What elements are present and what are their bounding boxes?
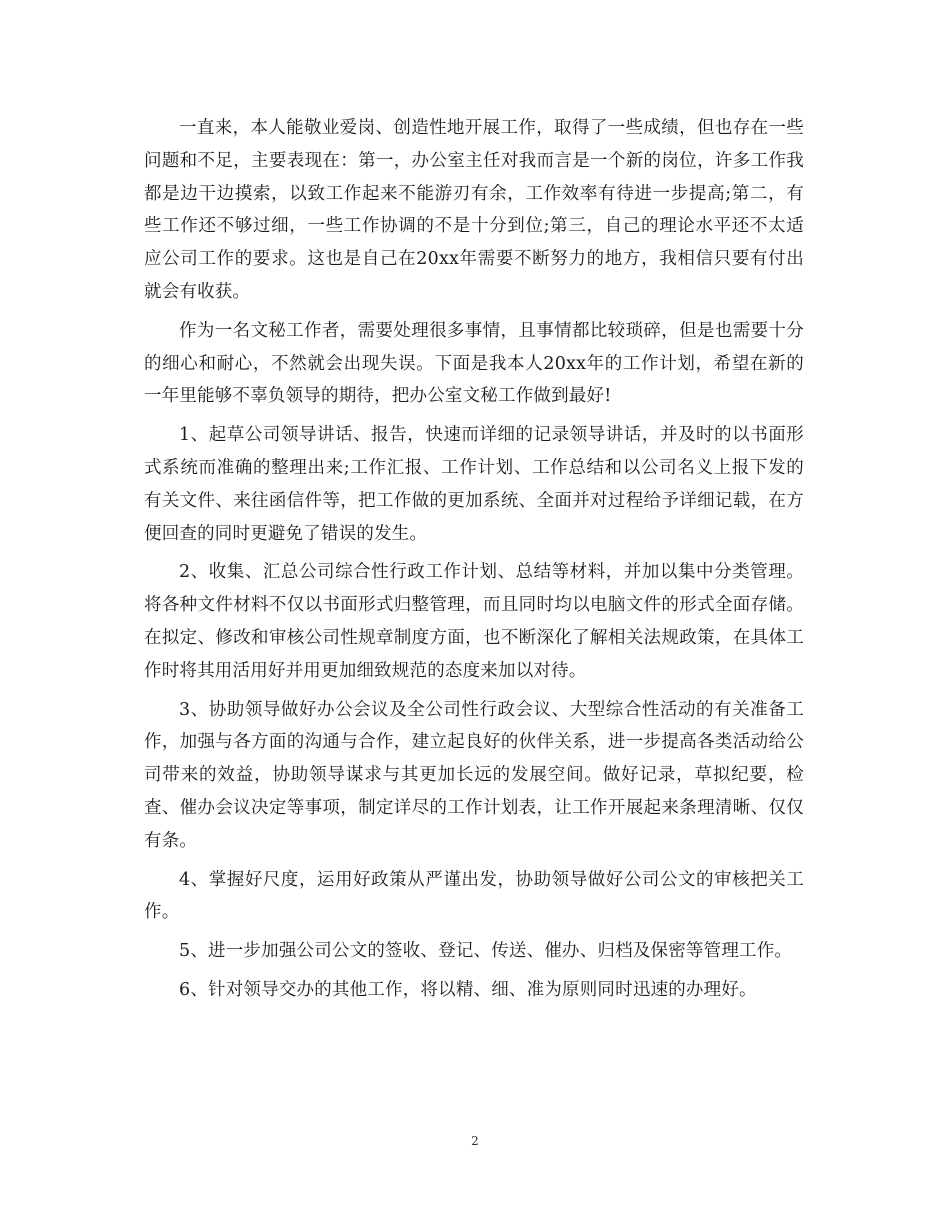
plan-item-3: 3、协助领导做好办公会议及全公司性行政会议、大型综合性活动的有关准备工作，加强与各方面的沟通与合作，建立起良好的伙伴关系，进一步提高各类活动给公司带来的效益，协助领导谋求与其更加长远的发展空间。做好记录，草拟纪要，检查、催办会议决定等事项，制定详尽的工作计划表，让工作开展起来条理清晰、仅仅有条。 bbox=[144, 699, 804, 851]
plan-item-2: 2、收集、汇总公司综合性行政工作计划、总结等材料，并加以集中分类管理。将各种文件材料不仅以书面形式归整管理，而且同时均以电脑文件的形式全面存储。在拟定、修改和审核公司性规章制度方面，也不断深化了解相关法规政策，在具体工作时将其用活用好并用更加细致规范的态度来加以对待。 bbox=[144, 562, 804, 681]
page-number: 2 bbox=[471, 1134, 479, 1148]
plan-item-5: 5、进一步加强公司公文的签收、登记、传送、催办、归档及保密等管理工作。 bbox=[179, 941, 793, 962]
document-body bbox=[144, 112, 804, 1013]
plan-item-6: 6、针对领导交办的其他工作，将以精、细、准为原则同时迅速的办理好。 bbox=[179, 979, 757, 1000]
paragraph-intro: 作为一名文秘工作者，需要处理很多事情，且事情都比较琐碎，但是也需要十分的细心和耐心，不然就会出现失误。下面是我本人20xx年的工作计划，希望在新的一年里能够不辜负领导的期待，把办公室文秘工作做到最好! bbox=[144, 320, 804, 407]
plan-item-1: 1、起草公司领导讲话、报告，快速而详细的记录领导讲话，并及时的以书面形式系统而准确的整理出来;工作汇报、工作计划、工作总结和以公司名义上报下发的有关文件、来往函信件等，把工作做的更加系统、全面并对过程给予详细记载，在方便回查的同时更避免了错误的发生。 bbox=[144, 425, 804, 544]
paragraph-summary: 一直来，本人能敬业爱岗、创造性地开展工作，取得了一些成绩，但也存在一些问题和不足，主要表现在：第一，办公室主任对我而言是一个新的岗位，许多工作我都是边干边摸索，以致工作起来不能游刃有余，工作效率有待进一步提高;第二，有些工作还不够过细，一些工作协调的不是十分到位;第三，自己的理论水平还不太适应公司工作的要求。这也是自己在20xx年需要不断努力的地方，我相信只要有付出就会有收获。 bbox=[144, 118, 804, 302]
plan-item-4: 4、掌握好尺度，运用好政策从严谨出发，协助领导做好公司公文的审核把关工作。 bbox=[144, 869, 804, 923]
